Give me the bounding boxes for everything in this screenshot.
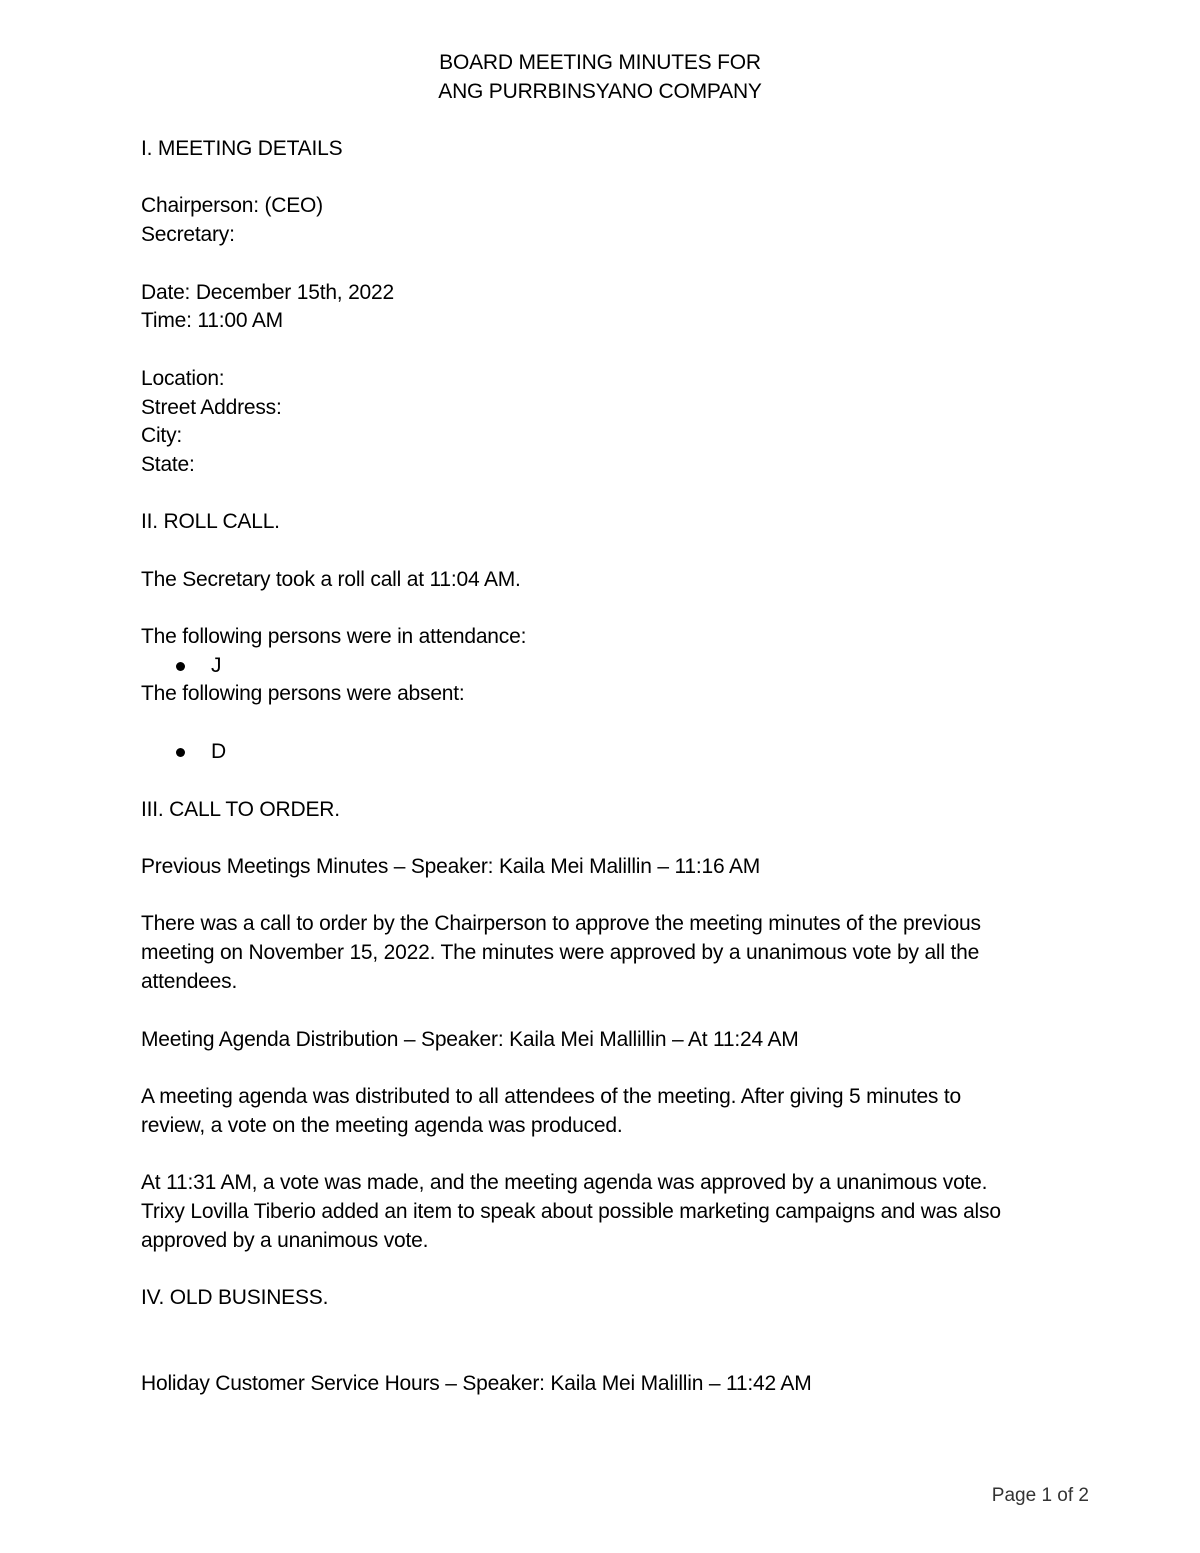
attendance-label: The following persons were in attendance: (141, 625, 527, 648)
chairperson-field: Chairperson: (CEO) (141, 194, 323, 217)
item-heading-agenda-distribution: Meeting Agenda Distribution – Speaker: Kaila Mei Mallillin – At 11:24 AM (141, 1028, 799, 1051)
absent-label: The following persons were absent: (141, 682, 465, 705)
street-address-field: Street Address: (141, 396, 282, 419)
attendee-name: J (211, 654, 222, 677)
paragraph-line: A meeting agenda was distributed to all attendees of the meeting. After giving 5 minutes to (141, 1085, 961, 1108)
paragraph-line: At 11:31 AM, a vote was made, and the meeting agenda was approved by a unanimous vote. (141, 1171, 988, 1194)
section-heading-meeting-details: I. MEETING DETAILS (141, 137, 343, 160)
paragraph-line: There was a call to order by the Chairperson to approve the meeting minutes of the previous (141, 912, 981, 935)
page-number: Page 1 of 2 (991, 1485, 1089, 1506)
section-heading-call-to-order: III. CALL TO ORDER. (141, 798, 340, 821)
section-heading-old-business: IV. OLD BUSINESS. (141, 1286, 329, 1309)
document-title-line-1: BOARD MEETING MINUTES FOR (439, 51, 761, 74)
document-title-line-2: ANG PURRBINSYANO COMPANY (438, 80, 762, 103)
item-heading-holiday-hours: Holiday Customer Service Hours – Speaker: Kaila Mei Malillin – 11:42 AM (141, 1372, 812, 1395)
paragraph-line: meeting on November 15, 2022. The minutes were approved by a unanimous vote by all the (141, 941, 980, 964)
paragraph-line: approved by a unanimous vote. (141, 1229, 429, 1252)
bullet-icon (176, 748, 185, 757)
paragraph-line: review, a vote on the meeting agenda was produced. (141, 1114, 623, 1137)
location-field: Location: (141, 367, 225, 390)
absentee-name: D (211, 740, 227, 763)
date-field: Date: December 15th, 2022 (141, 281, 394, 304)
paragraph-line: Trixy Lovilla Tiberio added an item to speak about possible marketing campaigns and was also (141, 1200, 1001, 1223)
section-heading-roll-call: II. ROLL CALL. (141, 510, 280, 533)
city-field: City: (141, 424, 183, 447)
bullet-icon (176, 662, 185, 671)
time-field: Time: 11:00 AM (141, 309, 283, 332)
secretary-field: Secretary: (141, 223, 235, 246)
item-heading-previous-minutes: Previous Meetings Minutes – Speaker: Kaila Mei Malillin – 11:16 AM (141, 855, 761, 878)
roll-call-text: The Secretary took a roll call at 11:04 AM. (141, 568, 521, 591)
paragraph-line: attendees. (141, 970, 238, 993)
state-field: State: (141, 453, 195, 476)
